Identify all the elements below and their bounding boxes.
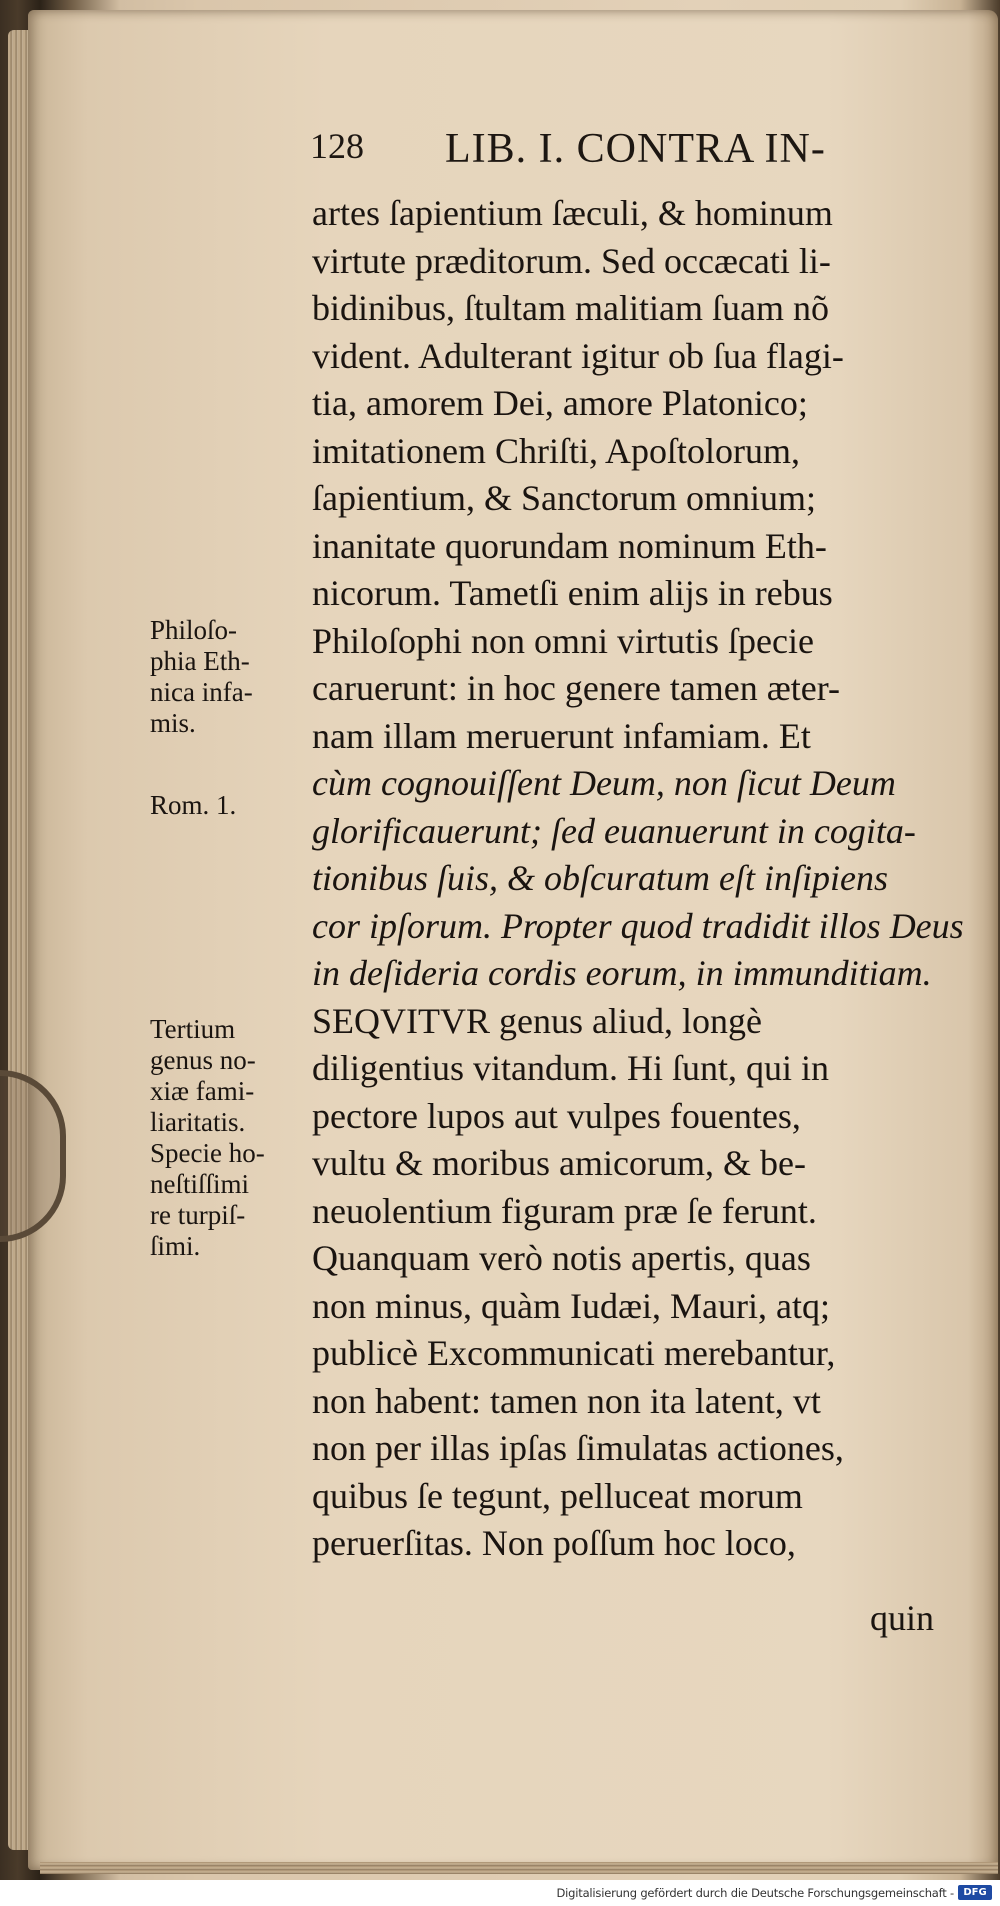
text-line: non per illas ipſas ſimulatas actiones,: [312, 1428, 844, 1468]
text-line: cùm cognouiſſent Deum, non ſicut Deum: [312, 763, 896, 803]
text-line: virtute præditorum. Sed occæcati li-: [312, 240, 831, 281]
page-edges: [8, 30, 30, 1850]
dfg-logo: DFG: [958, 1885, 992, 1900]
margin-note-line: xiæ fami-: [150, 1076, 255, 1106]
text-line: publicè Excommunicati merebantur,: [312, 1333, 836, 1373]
text-line: diligentius vitandum. Hi ſunt, qui in: [312, 1048, 829, 1088]
text-line: non minus, quàm Iudæi, Mauri, atq;: [312, 1285, 830, 1326]
text-line: peruerſitas. Non poſſum hoc loco,: [312, 1523, 796, 1563]
catchword: quin: [870, 1598, 935, 1638]
text-line: neuolentium figuram præ ſe ferunt.: [312, 1190, 817, 1231]
margin-note-line: mis.: [150, 708, 196, 738]
margin-note-line: re turpiſ-: [150, 1200, 246, 1230]
margin-note-line: Philoſo-: [150, 615, 238, 645]
text-line: in deſideria cordis eorum, in immunditiam.: [312, 953, 932, 993]
footer-credit: Digitalisierung gefördert durch die Deutsche Forschungsgemeinschaft -: [556, 1886, 954, 1900]
text-line: artes ſapientium ſæculi, & hominum: [312, 193, 833, 233]
text-line: imitationem Chriſti, Apoſtolorum,: [312, 430, 800, 471]
text-line: Philoſophi non omni virtutis ſpecie: [312, 620, 814, 661]
margin-note-line: genus no-: [150, 1045, 256, 1075]
text-line: tionibus ſuis, & obſcuratum eſt inſipiens: [312, 858, 888, 898]
text-line: quibus ſe tegunt, pelluceat morum: [312, 1475, 803, 1516]
margin-note-philosophia: [150, 615, 310, 739]
text-line: SEQVITVR genus aliud, longè: [312, 1000, 762, 1041]
margin-note-line: Specie ho-: [150, 1138, 265, 1168]
text-line: inanitate quorundam nominum Eth-: [312, 525, 827, 566]
margin-note-rom: [150, 790, 310, 821]
text-line: glorificauerunt; ſed euanuerunt in cogita-: [312, 810, 916, 851]
page-number: 128: [310, 126, 364, 166]
text-line: pectore lupos aut vulpes fouentes,: [312, 1095, 801, 1136]
footer-bar: [0, 1880, 1000, 1906]
text-line: caruerunt: in hoc genere tamen æter-: [312, 668, 841, 708]
text-line: nicorum. Tametſi enim alijs in rebus: [312, 573, 833, 613]
text-line: tia, amorem Dei, amore Platonico;: [312, 383, 808, 423]
margin-note-line: nica infa-: [150, 677, 253, 707]
margin-note-line: Tertium: [150, 1014, 236, 1044]
text-line: non habent: tamen non ita latent, vt: [312, 1380, 821, 1421]
margin-note-line: neſtiſſimi: [150, 1169, 249, 1199]
text-line: ſapientium, & Sanctorum omnium;: [312, 478, 816, 518]
text-line: bidinibus, ſtultam malitiam ſuam nõ: [312, 288, 829, 328]
running-title: LIB. I. CONTRA IN-: [445, 126, 826, 172]
main-text: [312, 190, 962, 1568]
margin-note-line: phia Eth-: [150, 646, 250, 676]
margin-note-tertium: [150, 1014, 310, 1262]
margin-note-line: Rom. 1.: [150, 790, 237, 820]
page-bottom-edge: [40, 1862, 998, 1874]
text-line: vultu & moribus amicorum, & be-: [312, 1143, 806, 1183]
margin-note-line: liaritatis.: [150, 1107, 246, 1137]
text-line: cor ipſorum. Propter quod tradidit illos Deus: [312, 905, 964, 946]
text-line: Quanquam verò notis apertis, quas: [312, 1238, 811, 1278]
text-line: nam illam meruerunt infamiam. Et: [312, 715, 811, 756]
text-line: vident. Adulterant igitur ob ſua flagi-: [312, 335, 844, 376]
margin-note-line: ſimi.: [150, 1231, 201, 1261]
